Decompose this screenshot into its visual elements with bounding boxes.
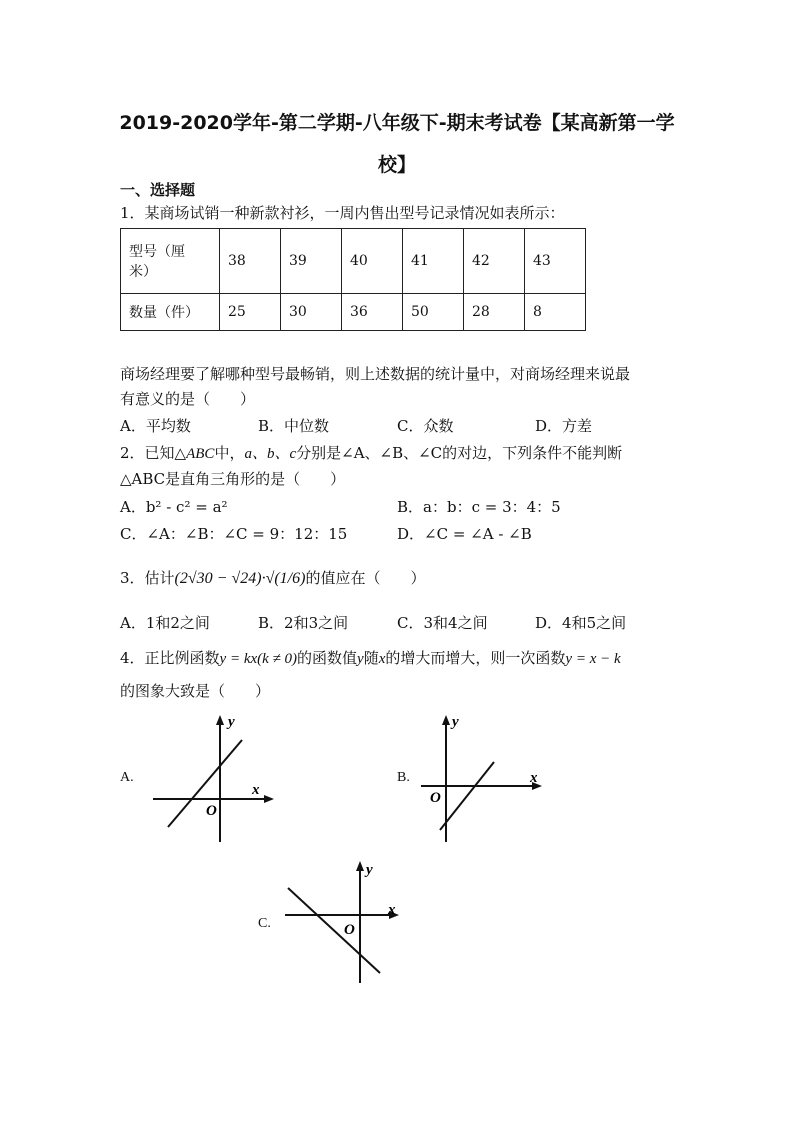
table-header-cell — [121, 229, 220, 294]
table-cell: 39 — [281, 229, 342, 294]
origin-label: O — [206, 803, 217, 819]
q1-option-d: D．方差 — [535, 417, 593, 435]
q3-expression: (2√30 − √24)·√(1/6) — [174, 570, 306, 587]
table-cell: 8 — [525, 294, 586, 331]
q2-option-b: B．a：b：c = 3：4：5 — [397, 498, 561, 516]
y-axis-label: y — [366, 862, 373, 878]
table-cell: 28 — [464, 294, 525, 331]
q4-option-b-label: B. — [397, 770, 410, 785]
q2-option-c: C．∠A：∠B：∠C = 9：12：15 — [120, 525, 348, 543]
table-cell: 42 — [464, 229, 525, 294]
q1-question-line1: 商场经理要了解哪种型号最畅销，则上述数据的统计量中，对商场经理来说最 — [120, 365, 631, 383]
table-row — [121, 229, 586, 294]
x-axis-label: x — [252, 782, 260, 798]
q2-option-d: D．∠C = ∠A - ∠B — [397, 525, 532, 543]
q4-option-c-label: C. — [258, 916, 271, 931]
q4-mid2: 随 — [363, 649, 379, 667]
q3-stem — [120, 568, 425, 589]
table-cell: 25 — [220, 294, 281, 331]
q4-rest: 的增大而增大，则一次函数 — [385, 649, 566, 667]
table-cell: 41 — [403, 229, 464, 294]
table-cell: 40 — [342, 229, 403, 294]
table-header-cell: 数量（件） — [121, 294, 220, 331]
x-axis-label: x — [530, 770, 538, 786]
q3-option-b: B．2和3之间 — [258, 614, 349, 632]
x-axis-label: x — [388, 902, 396, 918]
q2-rest: 分别是∠A、∠B、∠C的对边，下列条件不能判断 — [296, 444, 623, 462]
q3-prefix: 3．估计 — [120, 569, 175, 587]
q4-x: x — [378, 651, 386, 667]
q1-table — [120, 228, 586, 331]
header-text-2: 米） — [129, 264, 157, 280]
q1-question-line2: 有意义的是（ ） — [120, 390, 256, 408]
q4-func2: y = x − k — [565, 651, 621, 667]
q4-line1 — [120, 648, 621, 669]
q4-graph-b — [418, 712, 548, 847]
q3-option-c: C．3和4之间 — [397, 614, 488, 632]
table-cell: 36 — [342, 294, 403, 331]
q4-graph-c — [280, 858, 410, 988]
table-cell: 43 — [525, 229, 586, 294]
q1-option-b: B．中位数 — [258, 417, 330, 435]
q1-option-a: A．平均数 — [120, 417, 191, 435]
q3-option-d: D．4和5之间 — [535, 614, 627, 632]
q1-option-c: C．众数 — [397, 417, 454, 435]
q4-mid: 的函数值 — [297, 649, 358, 667]
table-cell: 50 — [403, 294, 464, 331]
q2-sides: a、b、c — [244, 446, 297, 462]
y-axis-label: y — [452, 714, 459, 730]
q2-triangle: ABC — [186, 446, 215, 462]
origin-label: O — [430, 790, 441, 806]
q2-option-a: A．b² - c² = a² — [120, 498, 228, 516]
q2-mid: 中， — [214, 444, 245, 462]
section-heading: 一、选择题 — [120, 181, 196, 199]
table-cell: 30 — [281, 294, 342, 331]
table-cell: 38 — [220, 229, 281, 294]
table-row — [121, 294, 586, 331]
q2-line2: △ABC是直角三角形的是（ ） — [120, 470, 346, 488]
q4-line2: 的图象大致是（ ） — [120, 682, 271, 700]
q2-prefix: 2．已知△ — [120, 444, 187, 462]
header-text-1: 型号（厘 — [129, 244, 185, 260]
origin-label: O — [344, 922, 355, 938]
y-axis-label: y — [228, 714, 235, 730]
q4-prefix: 4．正比例函数 — [120, 649, 220, 667]
q4-graph-a — [150, 712, 280, 847]
exam-title-line1: 2019-2020学年-第二学期-八年级下-期末考试卷【某高新第一学 — [119, 112, 675, 134]
q4-func1: y = kx(k ≠ 0) — [219, 651, 298, 667]
q4-y: y — [357, 651, 364, 667]
q1-stem: 1．某商场试销一种新款衬衫，一周内售出型号记录情况如表所示： — [120, 204, 565, 222]
q2-line1 — [120, 443, 622, 464]
q3-option-a: A．1和2之间 — [120, 614, 210, 632]
q3-suffix: 的值应在（ ） — [305, 569, 426, 587]
q4-option-a-label: A. — [120, 770, 134, 785]
exam-title-line2: 校】 — [377, 154, 416, 176]
